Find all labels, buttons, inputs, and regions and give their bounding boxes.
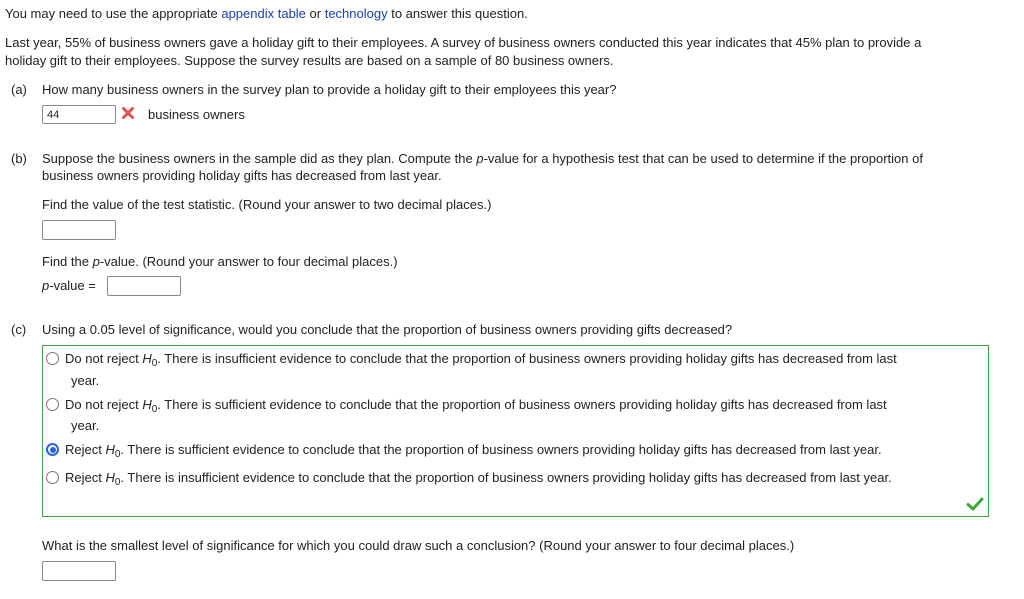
p-value-prompt: Find the p-value. (Round your answer to four decimal places.) xyxy=(42,254,398,269)
option-2-radio[interactable] xyxy=(46,398,59,411)
part-b-question-line-2: business owners providing holiday gifts has decreased from last year. xyxy=(42,168,442,183)
answer-choices-box xyxy=(42,345,989,517)
option-2-text-cont: year. xyxy=(71,418,100,433)
intro-text: You may need to use the appropriate appendix table or technology to answer this question. xyxy=(5,6,528,21)
test-statistic-input[interactable] xyxy=(42,220,116,240)
part-a-unit: business owners xyxy=(148,107,245,122)
option-1-text[interactable]: Do not reject $H_0$. There is insufficient evidence to conclude that the proportion of business owners providing holiday gifts has decreased from last xyxy=(65,351,897,369)
part-b-label: (b) xyxy=(11,151,27,166)
correct-check-icon xyxy=(966,497,984,511)
option-1-radio[interactable] xyxy=(46,352,59,365)
appendix-table-link[interactable]: appendix table xyxy=(221,6,306,21)
test-statistic-prompt: Find the value of the test statistic. (Round your answer to two decimal places.) xyxy=(42,197,492,212)
part-a-answer-input[interactable] xyxy=(42,105,116,124)
part-c-question: Using a 0.05 level of significance, would you conclude that the proportion of business owners providing gifts decreased? xyxy=(42,322,733,337)
problem-line-1: Last year, 55% of business owners gave a holiday gift to their employees. A survey of business owners conducted this year indicates that 45% plan to provide a xyxy=(5,35,922,50)
problem-line-2: holiday gift to their employees. Suppose the survey results are based on a sample of 80 business owners. xyxy=(5,53,614,68)
significance-input[interactable] xyxy=(42,561,116,581)
incorrect-x-icon xyxy=(121,106,135,120)
significance-question: What is the smallest level of significance for which you could draw such a conclusion? (Round your answer to four decimal places.) xyxy=(42,538,795,553)
part-a-question: How many business owners in the survey plan to provide a holiday gift to their employees this year? xyxy=(42,82,617,97)
part-a-label: (a) xyxy=(11,82,27,97)
part-b-question: Suppose the business owners in the sample did as they plan. Compute the p-value for a hypothesis test that can be used to determine if the proportion of xyxy=(42,151,923,166)
option-3-radio-selected[interactable] xyxy=(46,443,59,456)
p-value-input[interactable] xyxy=(107,276,181,296)
p-value-label: p-value = xyxy=(42,278,96,293)
technology-link[interactable]: technology xyxy=(324,6,388,21)
option-3-text[interactable]: Reject $H_0$. There is sufficient evidence to conclude that the proportion of business owners providing holiday gifts has decreased from last year. xyxy=(65,442,882,460)
option-4-radio[interactable] xyxy=(46,471,59,484)
option-2-text[interactable]: Do not reject $H_0$. There is sufficient evidence to conclude that the proportion of business owners providing holiday gifts has decreased from last xyxy=(65,397,887,415)
option-4-text[interactable]: Reject $H_0$. There is insufficient evidence to conclude that the proportion of business owners providing holiday gifts has decreased from last year. xyxy=(65,470,892,488)
part-c-label: (c) xyxy=(11,322,27,337)
option-1-text-cont: year. xyxy=(71,373,100,388)
